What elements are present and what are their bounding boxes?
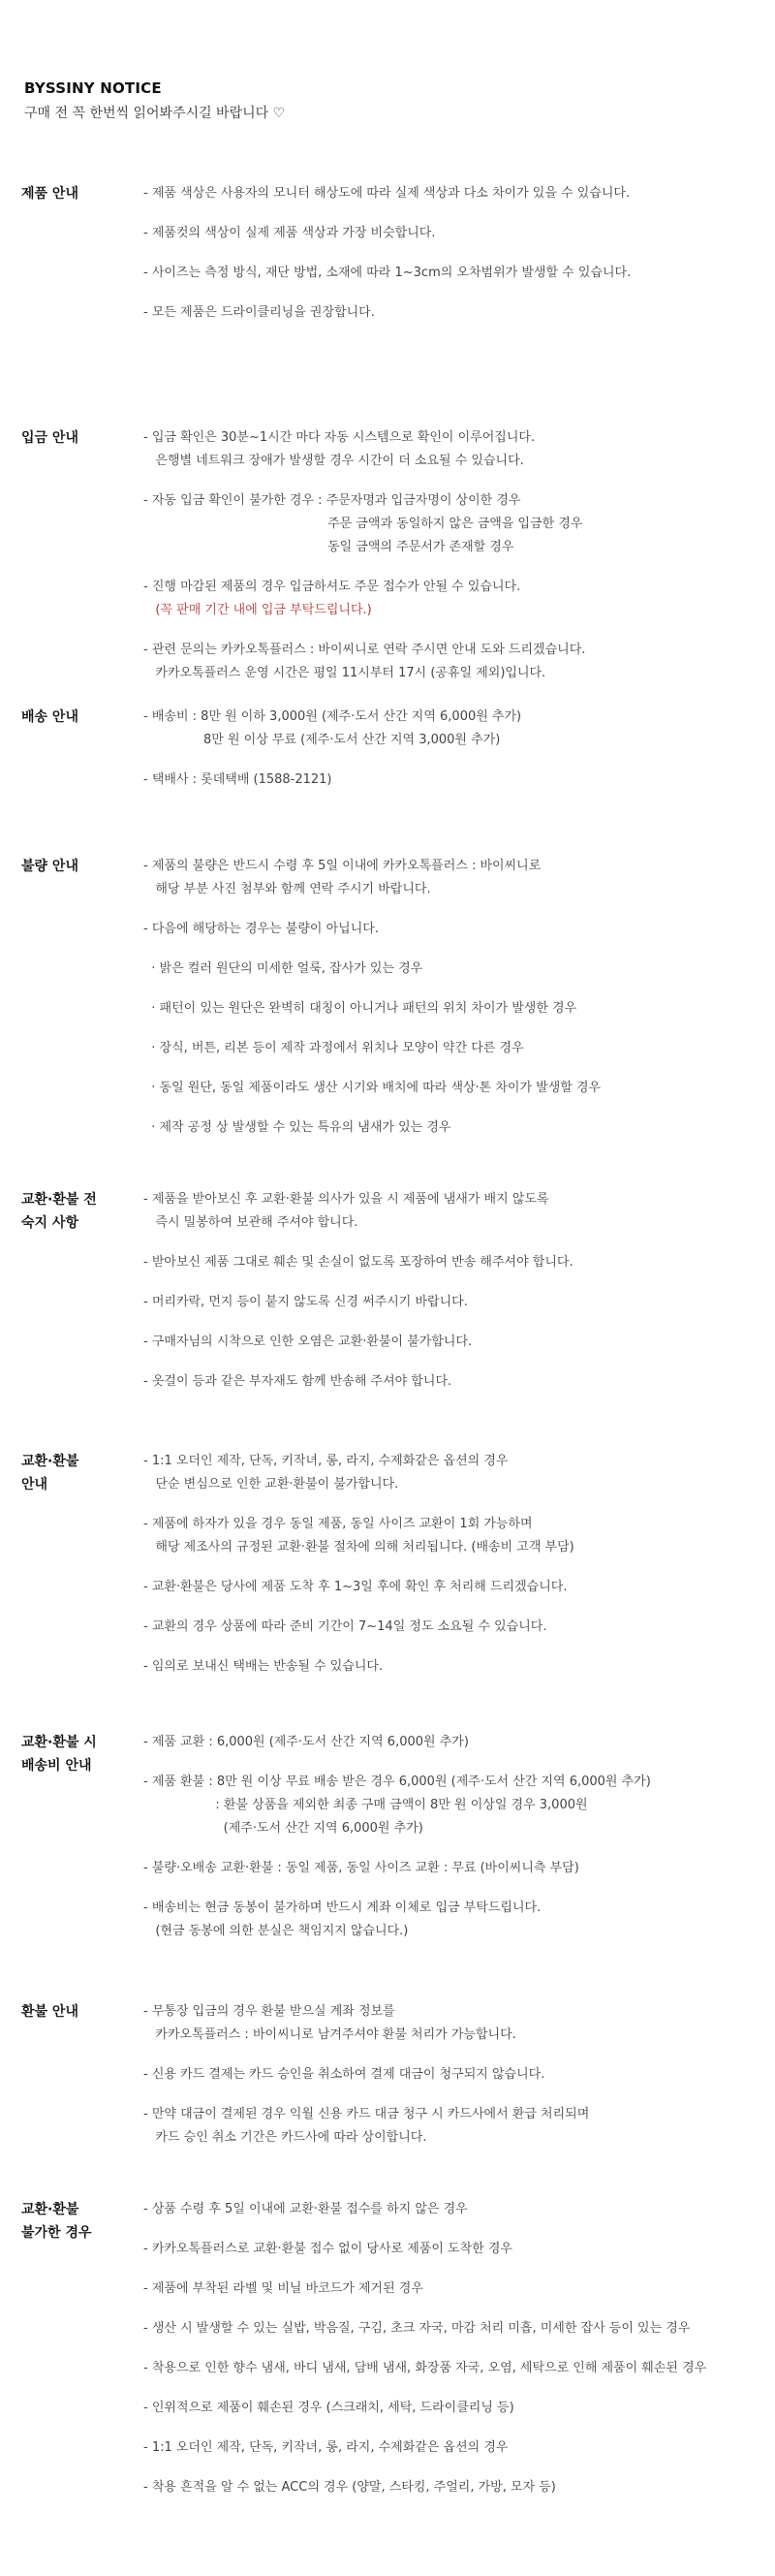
section-items: [143, 706, 763, 808]
notice-line: - 배송비는 현금 동봉이 불가하며 반드시 계좌 이체로 입금 부탁드립니다.: [143, 1901, 542, 1915]
notice-line: · 패턴이 있는 원단은 완벽히 대칭이 아니거나 패턴의 위치 차이가 발생한 경우: [143, 1001, 577, 1016]
notice-line: 단순 변심으로 인한 교환·환불이 불가합니다.: [143, 1477, 399, 1492]
notice-line: - 신용 카드 결제는 카드 승인을 취소하여 결제 대금이 청구되지 않습니다.: [143, 2067, 545, 2082]
notice-item: [143, 1370, 763, 1394]
notice-line: - 착용 흔적을 알 수 없는 ACC의 경우 (양말, 스타킹, 주얼리, 가방, 모자 등): [143, 2480, 556, 2495]
notice-line: - 제품컷의 색상이 실제 제품 색상과 가장 비슷합니다.: [143, 226, 436, 240]
notice-line: - 제품에 부착된 라벨 및 비닐 바코드가 제거된 경우: [143, 2281, 423, 2296]
notice-item: [143, 958, 763, 981]
notice-highlight: (꼭 판매 기간 내에 입금 부탁드립니다.): [143, 603, 372, 617]
notice-line: - 머리카락, 먼지 등이 붙지 않도록 신경 써주시기 바랍니다.: [143, 1295, 468, 1309]
notice-item: [143, 1291, 763, 1314]
section-items: [143, 182, 763, 341]
notice-line: - 교환의 경우 상품에 따라 준비 기간이 7~14일 정도 소요될 수 있습니다.: [143, 1619, 547, 1634]
notice-line: 은행별 네트워크 장애가 발생할 경우 시간이 더 소요될 수 있습니다.: [143, 454, 524, 468]
notice-line: - 옷걸이 등과 같은 부자재도 함께 반송해 주셔야 합니다.: [143, 1374, 452, 1389]
notice-item: [143, 1897, 763, 1943]
notice-line: 8만 원 이상 무료 (제주·도서 산간 지역 3,000원 추가): [143, 733, 501, 747]
notice-item: [143, 576, 763, 622]
notice-line: - 카카오톡플러스로 교환·환불 접수 없이 당사로 제품이 도착한 경우: [143, 2242, 512, 2256]
notice-line: - 제품에 하자가 있을 경우 동일 제품, 동일 사이즈 교환이 1회 가능하며: [143, 1517, 533, 1531]
notice-line: 카드 승인 취소 기간은 카드사에 따라 상이합니다.: [143, 2130, 427, 2145]
notice-line: - 만약 대금이 결제된 경우 익월 신용 카드 대금 청구 시 카드사에서 환급 처리되며: [143, 2107, 590, 2121]
notice-item: [143, 1116, 763, 1140]
notice-item: [143, 855, 763, 901]
notice-item: [143, 489, 763, 559]
notice-line: - 배송비 : 8만 원 이하 3,000원 (제주·도서 산간 지역 6,000원 추가): [143, 709, 522, 724]
notice-line: - 입금 확인은 30분~1시간 마다 자동 시스템으로 확인이 이루어집니다.: [143, 430, 536, 445]
notice-item: [143, 706, 763, 752]
notice-item: [143, 182, 763, 205]
section-title: 교환·환불 시 배송비 안내: [21, 1735, 97, 1774]
section-items: [143, 855, 763, 1156]
section-title: 교환·환불 전 숙지 사항: [21, 1192, 97, 1231]
notice-item: [143, 1188, 763, 1235]
notice-line: - 사이즈는 측정 방식, 재단 방법, 소재에 따라 1~3cm의 오차범위가 발생할 수 있습니다.: [143, 266, 632, 280]
notice-item: [143, 918, 763, 941]
section-items: [143, 2198, 763, 2516]
notice-line: - 다음에 해당하는 경우는 불량이 아닙니다.: [143, 922, 379, 936]
notice-line: · 장식, 버튼, 리본 등이 제작 과정에서 위치나 모양이 약간 다른 경우: [143, 1041, 524, 1055]
notice-line: 해당 제조사의 규정된 교환·환불 절차에 의해 처리됩니다. (배송비 고객 부담): [143, 1540, 574, 1555]
notice-item: [143, 301, 763, 325]
notice-line: 카카오톡플러스 운영 시간은 평일 11시부터 17시 (공휴일 제외)입니다.: [143, 666, 546, 680]
section-items: [143, 1450, 763, 1695]
notice-line: - 관련 문의는 카카오톡플러스 : 바이씨니로 연락 주시면 안내 도와 드리겠습니다.: [143, 643, 586, 657]
notice-item: [143, 2000, 763, 2047]
section-items: [143, 1731, 763, 1960]
notice-item: [143, 1251, 763, 1274]
section-title: 배송 안내: [21, 709, 78, 725]
notice-item: [143, 1037, 763, 1060]
notice-line: - 교환·환불은 당사에 제품 도착 후 1~3일 후에 확인 후 처리해 드리겠습니다.: [143, 1580, 568, 1594]
notice-line: 주문 금액과 동일하지 않은 금액을 입금한 경우: [143, 517, 583, 531]
section-items: [143, 426, 763, 702]
notice-item: [143, 1331, 763, 1354]
notice-item: [143, 2397, 763, 2420]
notice-line: - 구매자님의 시착으로 인한 오염은 교환·환불이 불가합니다.: [143, 1335, 473, 1349]
notice-item: [143, 1576, 763, 1599]
notice-line: 즉시 밀봉하여 보관해 주셔야 합니다.: [143, 1215, 358, 1230]
notice-item: [143, 2357, 763, 2380]
section-title: 교환·환불 불가한 경우: [21, 2202, 92, 2241]
notice-item: [143, 1450, 763, 1496]
notice-subtitle: 구매 전 꼭 한번씩 읽어봐주시길 바랍니다 ♡: [24, 106, 286, 121]
notice-item: [143, 262, 763, 285]
notice-item: [143, 1077, 763, 1100]
notice-item: [143, 2103, 763, 2150]
notice-item: [143, 1731, 763, 1754]
notice-line: - 착용으로 인한 향수 냄새, 바디 냄새, 담배 냄새, 화장품 자국, 오염, 세탁으로 인해 제품이 훼손된 경우: [143, 2361, 707, 2375]
notice-item: [143, 639, 763, 685]
notice-line: · 제작 공정 상 발생할 수 있는 특유의 냄새가 있는 경우: [143, 1120, 451, 1135]
notice-line: 카카오톡플러스 : 바이씨니로 남겨주셔야 환불 처리가 가능합니다.: [143, 2027, 516, 2042]
notice-line: - 자동 입금 확인이 불가한 경우 : 주문자명과 입금자명이 상이한 경우: [143, 493, 521, 508]
notice-line: : 환불 상품을 제외한 최종 구매 금액이 8만 원 이상일 경우 3,000원: [143, 1798, 588, 1812]
notice-line: - 생산 시 발생할 수 있는 실밥, 박음질, 구김, 초크 자국, 마감 처리 미흡, 미세한 잡사 등이 있는 경우: [143, 2321, 691, 2336]
section-title: 제품 안내: [21, 186, 78, 202]
notice-item: [143, 426, 763, 473]
notice-line: 해당 부분 사진 첨부와 함께 연락 주시기 바랍니다.: [143, 882, 431, 896]
notice-line: - 인위적으로 제품이 훼손된 경우 (스크래치, 세탁, 드라이클리닝 등): [143, 2401, 514, 2415]
notice-line: - 진행 마감된 제품의 경우 입금하셔도 주문 접수가 안될 수 있습니다.: [143, 580, 521, 594]
notice-item: [143, 769, 763, 792]
notice-item: [143, 2436, 763, 2460]
notice-item: [143, 2063, 763, 2087]
section-items: [143, 2000, 763, 2166]
notice-line: - 받아보신 제품 그대로 훼손 및 손실이 없도록 포장하여 반송 해주셔야 합니다.: [143, 1255, 574, 1270]
notice-line: - 제품 색상은 사용자의 모니터 해상도에 따라 실제 색상과 다소 차이가 있을 수 있습니다.: [143, 186, 631, 201]
section-title: 불량 안내: [21, 859, 78, 874]
brand-title: BYSSINY NOTICE: [24, 79, 162, 97]
notice-item: [143, 1616, 763, 1639]
section-title: 환불 안내: [21, 2004, 78, 2020]
notice-line: - 무통장 입금의 경우 환불 받으실 계좌 정보를: [143, 2004, 395, 2019]
notice-header: [24, 79, 285, 122]
section-title: 교환·환불 안내: [21, 1454, 79, 1492]
notice-line: - 1:1 오더인 제작, 단독, 키작녀, 롱, 라지, 수제화같은 옵션의 경우: [143, 2440, 509, 2455]
notice-line: - 임의로 보내신 택배는 반송될 수 있습니다.: [143, 1659, 384, 1674]
notice-line: - 택배사 : 롯데택배 (1588-2121): [143, 772, 332, 787]
notice-line: · 동일 원단, 동일 제품이라도 생산 시기와 배치에 따라 색상·톤 차이가 발생할 경우: [143, 1081, 602, 1095]
notice-line: 동일 금액의 주문서가 존재할 경우: [143, 540, 514, 554]
notice-item: [143, 222, 763, 245]
notice-item: [143, 1771, 763, 1840]
notice-line: - 상품 수령 후 5일 이내에 교환·환불 접수를 하지 않은 경우: [143, 2202, 468, 2216]
notice-line: - 불량·오배송 교환·환불 : 동일 제품, 동일 사이즈 교환 : 무료 (바이씨니측 부담): [143, 1861, 579, 1875]
notice-item: [143, 2198, 763, 2221]
notice-item: [143, 1857, 763, 1880]
notice-item: [143, 1513, 763, 1559]
notice-line: (현금 동봉에 의한 분실은 책임지지 않습니다.): [143, 1924, 409, 1938]
notice-line: · 밝은 컬러 원단의 미세한 얼룩, 잡사가 있는 경우: [143, 961, 423, 976]
notice-line: - 제품을 받아보신 후 교환·환불 의사가 있을 시 제품에 냄새가 배지 않도록: [143, 1192, 549, 1207]
notice-line: - 제품의 불량은 반드시 수령 후 5일 이내에 카카오톡플러스 : 바이씨니로: [143, 859, 542, 873]
notice-item: [143, 2238, 763, 2261]
notice-item: [143, 1655, 763, 1679]
notice-line: - 제품 교환 : 6,000원 (제주·도서 산간 지역 6,000원 추가): [143, 1735, 469, 1749]
notice-line: - 제품 환불 : 8만 원 이상 무료 배송 받은 경우 6,000원 (제주·도서 산간 지역 6,000원 추가): [143, 1775, 651, 1789]
notice-line: - 1:1 오더인 제작, 단독, 키작녀, 롱, 라지, 수제화같은 옵션의 경우: [143, 1454, 509, 1468]
notice-item: [143, 2278, 763, 2301]
notice-item: [143, 997, 763, 1021]
notice-item: [143, 2476, 763, 2499]
notice-item: [143, 2317, 763, 2340]
section-items: [143, 1188, 763, 1410]
section-title: 입금 안내: [21, 430, 78, 446]
notice-line: - 모든 제품은 드라이클리닝을 권장합니다.: [143, 305, 375, 320]
notice-line: (제주·도서 산간 지역 6,000원 추가): [143, 1821, 423, 1836]
